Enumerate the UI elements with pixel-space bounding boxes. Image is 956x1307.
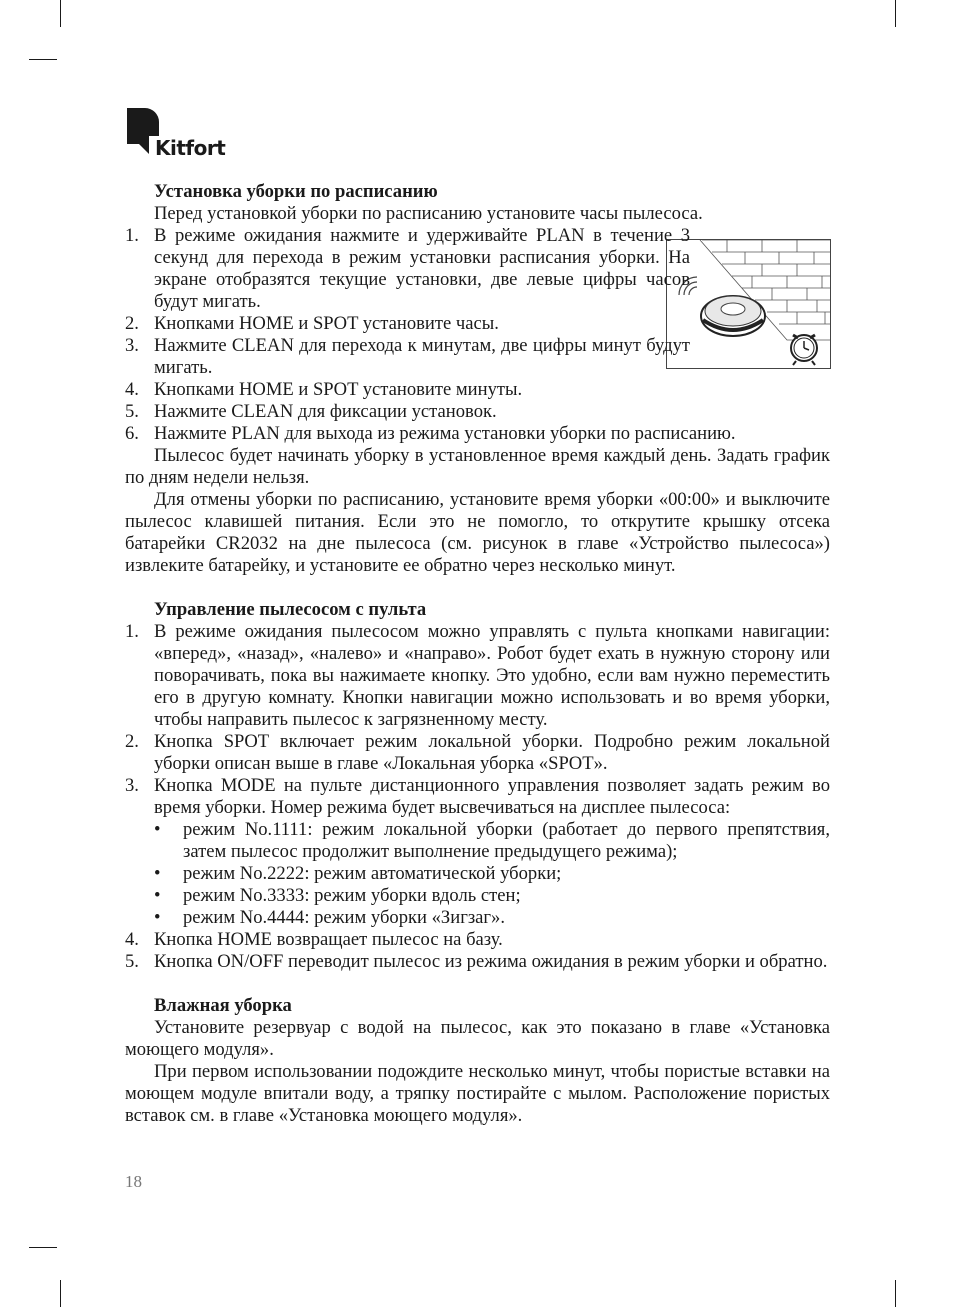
crop-mark <box>895 1280 896 1307</box>
bullet-list <box>154 819 830 929</box>
paragraph: При первом использовании подождите несколько минут, чтобы пористые вставки на моющем модуле впитали воду, а тряпку постирайте с мылом. Расположение пористых вставок см. в главе «Установка моющего модуля». <box>125 1061 830 1126</box>
list-item: 3. Кнопка MODE на пульте дистанционного управления позволяет задать режим во время уборки. Номер режима будет высвечиваться на дисплее пылесоса: • режим No.1111: режим локальной уборки (работает до первого препятствия, затем пылесос продолжит выполнение предыдущего режима); • режим No.2222: режим автоматической уборки; • режим No.3333: режим уборки вдоль стен; • режим No.4444: режим уборки «Зигзаг». <box>125 775 830 928</box>
paragraph: Для отмены уборки по расписанию, установите время уборки «00:00» и выключите пылесос клавишей питания. Если это не помогло, то открутите крышку отсека батарейки CR2032 на дне пылесоса (см. рисунок в главе «Устройство пылесоса») извлеките батарейку, и установите ее обратно через несколько минут. <box>125 489 830 576</box>
list-item: 4. Кнопка HOME возвращает пылесос на базу. <box>125 929 503 950</box>
page-content <box>125 181 830 1127</box>
page-number: 18 <box>125 1172 142 1191</box>
bullet-item: • режим No.4444: режим уборки «Зигзаг». <box>154 907 505 928</box>
section-heading: Установка уборки по расписанию <box>154 181 438 202</box>
numbered-list <box>125 225 830 445</box>
list-item: 5. Кнопка ON/OFF переводит пылесос из режима ожидания в режим уборки и обратно. <box>125 951 828 972</box>
paragraph: Перед установкой уборки по расписанию установите часы пылесоса. <box>154 203 703 224</box>
list-item: 1. В режиме ожидания нажмите и удерживайте PLAN в течение 3 секунд для перехода в режим установки расписания уборки. На экране отобразятся текущие установки, две левые цифры часов будут мигать. <box>125 225 690 312</box>
crop-mark <box>60 1280 61 1307</box>
list-item: 5. Нажмите CLEAN для фиксации установок. <box>125 401 497 422</box>
list-item: 2. Кнопка SPOT включает режим локальной уборки. Подробно режим локальной уборки описан выше в главе «Локальная уборка «SPOT». <box>125 731 830 774</box>
bullet-item: • режим No.2222: режим автоматической уборки; <box>154 863 562 884</box>
list-item: 1. В режиме ожидания пылесосом можно управлять с пульта кнопками навигации: «вперед», «назад», «налево» и «направо». Робот будет ехать в нужную сторону или поворачивать, пока вы нажимаете кнопку. Это удобно, если вам нужно переместить его в другую комнату. Кнопки навигации можно использовать и во время уборки, чтобы направить пылесос к загрязненному месту. <box>125 621 830 730</box>
crop-mark <box>29 1247 57 1248</box>
list-item: 4. Кнопками HOME и SPOT установите минуты. <box>125 379 523 400</box>
crop-mark <box>60 0 61 27</box>
brand-name: Kitfort <box>155 136 226 160</box>
bullet-item: • режим No.1111: режим локальной уборки (работает до первого препятствия, затем пылесос продолжит выполнение предыдущего режима); <box>154 819 830 862</box>
crop-mark <box>895 0 896 27</box>
section-heading: Управление пылесосом с пульта <box>154 599 427 620</box>
list-item: 2. Кнопками HOME и SPOT установите часы. <box>125 313 499 334</box>
list-item: 6. Нажмите PLAN для выхода из режима установки уборки по расписанию. <box>125 423 736 444</box>
paragraph: Пылесос будет начинать уборку в установленное время каждый день. Задать график по дням недели нельзя. <box>125 445 830 488</box>
section-heading: Влажная уборка <box>154 995 292 1016</box>
bullet-item: • режим No.3333: режим уборки вдоль стен; <box>154 885 521 906</box>
paragraph: Установите резервуар с водой на пылесос, как это показано в главе «Установка моющего модуля». <box>125 1017 830 1060</box>
numbered-list <box>125 621 830 973</box>
list-item: 3. Нажмите CLEAN для перехода к минутам, две цифры минут будут мигать. <box>125 335 690 378</box>
crop-mark <box>29 59 57 60</box>
